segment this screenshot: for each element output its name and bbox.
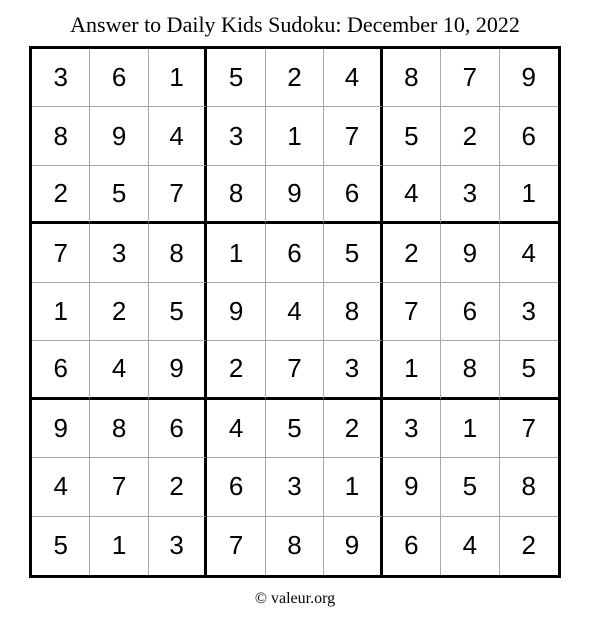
sudoku-cell-r3-c6[interactable]: 6 (324, 166, 382, 224)
sudoku-board (29, 46, 561, 578)
sudoku-cell-r4-c3[interactable]: 8 (149, 224, 207, 282)
sudoku-cell-r6-c2[interactable]: 4 (90, 341, 148, 399)
sudoku-cell-r8-c1[interactable]: 4 (32, 458, 90, 516)
sudoku-cell-r2-c1[interactable]: 8 (32, 107, 90, 165)
sudoku-cell-r5-c3[interactable]: 5 (149, 283, 207, 341)
sudoku-cell-r4-c1[interactable]: 7 (32, 224, 90, 282)
sudoku-cell-r5-c7[interactable]: 7 (383, 283, 441, 341)
sudoku-cell-r3-c4[interactable]: 8 (207, 166, 265, 224)
sudoku-cell-r9-c6[interactable]: 9 (324, 517, 382, 575)
sudoku-cell-r7-c6[interactable]: 2 (324, 400, 382, 458)
sudoku-cell-r7-c8[interactable]: 1 (441, 400, 499, 458)
sudoku-cell-r6-c7[interactable]: 1 (383, 341, 441, 399)
sudoku-cell-r2-c9[interactable]: 6 (500, 107, 558, 165)
sudoku-cell-r5-c8[interactable]: 6 (441, 283, 499, 341)
sudoku-cell-r3-c1[interactable]: 2 (32, 166, 90, 224)
sudoku-cell-r6-c8[interactable]: 8 (441, 341, 499, 399)
sudoku-cell-r1-c2[interactable]: 6 (90, 49, 148, 107)
sudoku-cell-r1-c9[interactable]: 9 (500, 49, 558, 107)
page-title: Answer to Daily Kids Sudoku: December 10, 2022 (70, 12, 520, 37)
sudoku-cell-r3-c8[interactable]: 3 (441, 166, 499, 224)
sudoku-cell-r5-c1[interactable]: 1 (32, 283, 90, 341)
sudoku-cell-r9-c9[interactable]: 2 (521, 530, 536, 561)
sudoku-cell-r7-c1[interactable]: 9 (32, 400, 90, 458)
sudoku-cell-r6-c5[interactable]: 7 (266, 341, 324, 399)
sudoku-cell-r4-c2[interactable]: 3 (90, 224, 148, 282)
sudoku-cell-r1-c8[interactable]: 7 (441, 49, 499, 107)
sudoku-cell-r9-c5[interactable]: 8 (266, 517, 324, 575)
sudoku-cell-r8-c9[interactable]: 8 (500, 458, 558, 516)
sudoku-cell-r8-c2[interactable]: 7 (90, 458, 148, 516)
sudoku-cell-r1-c3[interactable]: 1 (149, 49, 207, 107)
sudoku-cell-r3-c7[interactable]: 4 (383, 166, 441, 224)
sudoku-cell-r9-c8[interactable]: 4 (441, 517, 499, 575)
sudoku-cell-r2-c4[interactable]: 3 (207, 107, 265, 165)
sudoku-cell-r8-c7[interactable]: 9 (383, 458, 441, 516)
sudoku-cell-r8-c4[interactable]: 6 (207, 458, 265, 516)
sudoku-cell-r3-c5[interactable]: 9 (266, 166, 324, 224)
sudoku-cell-r7-c9[interactable]: 7 (500, 400, 558, 458)
sudoku-cell-r2-c3[interactable]: 4 (149, 107, 207, 165)
sudoku-cell-r8-c5[interactable]: 3 (266, 458, 324, 516)
copyright-footer: © valeur.org (254, 590, 336, 607)
sudoku-cell-r1-c4[interactable]: 5 (207, 49, 265, 107)
sudoku-cell-r7-c3[interactable]: 6 (149, 400, 207, 458)
sudoku-cell-r4-c5[interactable]: 6 (266, 224, 324, 282)
sudoku-cell-r2-c8[interactable]: 2 (441, 107, 499, 165)
sudoku-cell-r2-c7[interactable]: 5 (383, 107, 441, 165)
sudoku-cell-r9-c7[interactable]: 6 (383, 517, 441, 575)
sudoku-cell-r7-c2[interactable]: 8 (90, 400, 148, 458)
sudoku-cell-r6-c3[interactable]: 9 (149, 341, 207, 399)
sudoku-cell-r2-c2[interactable]: 9 (90, 107, 148, 165)
sudoku-cell-r8-c6[interactable]: 1 (324, 458, 382, 516)
sudoku-cell-r1-c6[interactable]: 4 (324, 49, 382, 107)
sudoku-cell-r4-c7[interactable]: 2 (383, 224, 441, 282)
sudoku-cell-r9-c2[interactable]: 1 (90, 517, 148, 575)
sudoku-cell-r6-c9[interactable]: 5 (500, 341, 558, 399)
sudoku-cell-r9-c4[interactable]: 7 (207, 517, 265, 575)
sudoku-cell-r2-c6[interactable]: 7 (324, 107, 382, 165)
sudoku-cell-r8-c8[interactable]: 5 (441, 458, 499, 516)
sudoku-cell-r5-c4[interactable]: 9 (207, 283, 265, 341)
sudoku-cell-r9-c3[interactable]: 3 (149, 517, 207, 575)
sudoku-cell-r1-c1[interactable]: 3 (32, 49, 90, 107)
sudoku-cell-r7-c5[interactable]: 5 (266, 400, 324, 458)
sudoku-cell-r5-c9[interactable]: 3 (500, 283, 558, 341)
sudoku-cell-r6-c4[interactable]: 2 (207, 341, 265, 399)
sudoku-cell-r5-c6[interactable]: 8 (324, 283, 382, 341)
sudoku-cell-r3-c9[interactable]: 1 (500, 166, 558, 224)
sudoku-cell-r7-c4[interactable]: 4 (207, 400, 265, 458)
sudoku-cell-r9-c1[interactable]: 5 (32, 517, 90, 575)
sudoku-cell-r2-c5[interactable]: 1 (266, 107, 324, 165)
sudoku-cell-r3-c3[interactable]: 7 (149, 166, 207, 224)
sudoku-cell-r4-c9[interactable]: 4 (500, 224, 558, 282)
sudoku-cell-r1-c7[interactable]: 8 (383, 49, 441, 107)
sudoku-cell-r4-c6[interactable]: 5 (324, 224, 382, 282)
sudoku-cell-r4-c8[interactable]: 9 (441, 224, 499, 282)
sudoku-cell-r7-c7[interactable]: 3 (383, 400, 441, 458)
sudoku-cell-r5-c2[interactable]: 2 (90, 283, 148, 341)
sudoku-cell-r5-c5[interactable]: 4 (266, 283, 324, 341)
sudoku-cell-r6-c1[interactable]: 6 (32, 341, 90, 399)
sudoku-cell-r8-c3[interactable]: 2 (149, 458, 207, 516)
sudoku-cell-r6-c6[interactable]: 3 (324, 341, 382, 399)
sudoku-cell-r1-c5[interactable]: 2 (266, 49, 324, 107)
sudoku-cell-r4-c4[interactable]: 1 (207, 224, 265, 282)
sudoku-cell-r3-c2[interactable]: 5 (90, 166, 148, 224)
